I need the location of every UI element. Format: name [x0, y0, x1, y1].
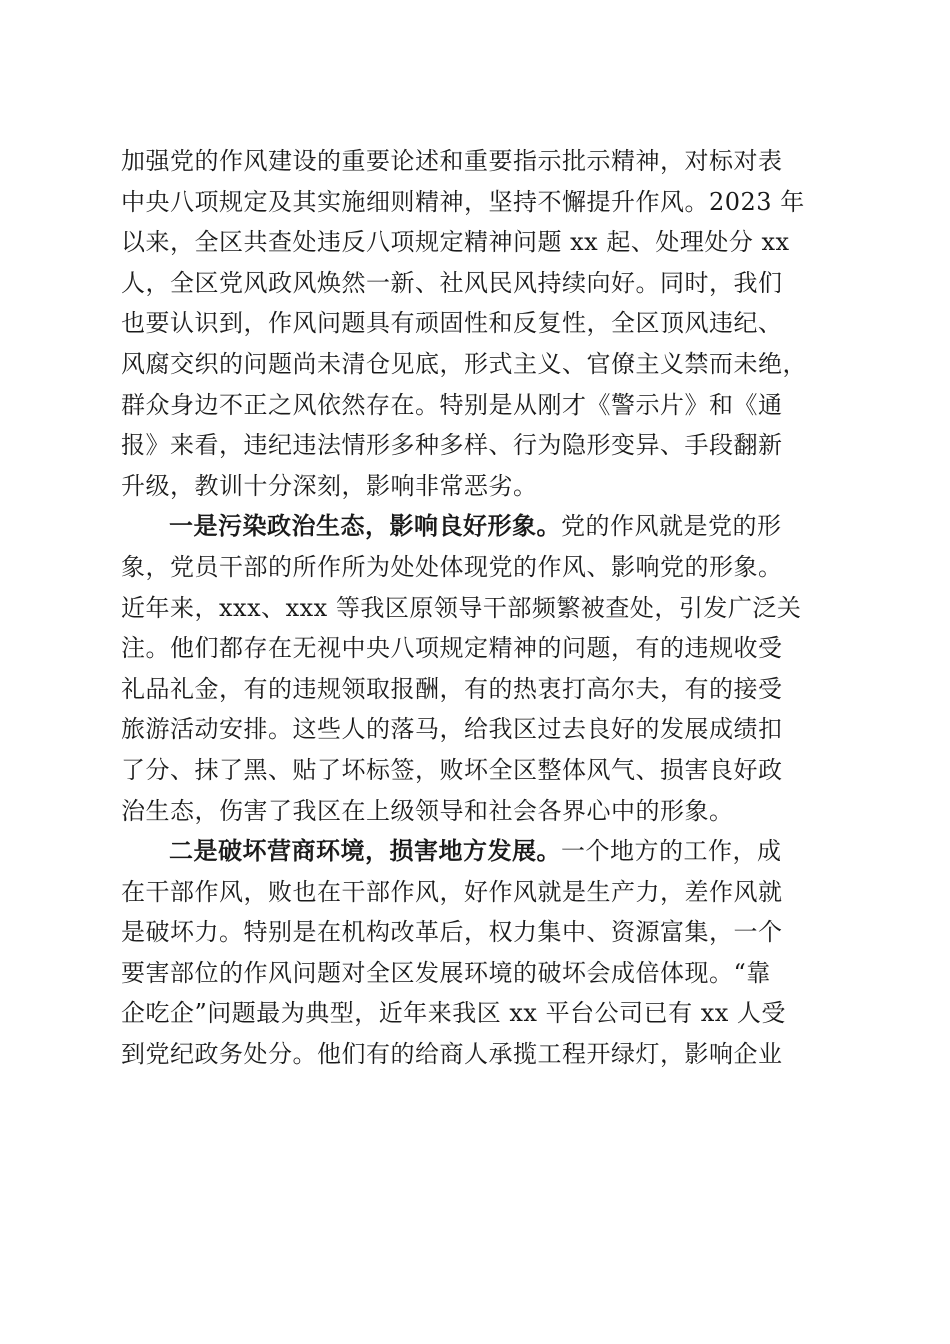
paragraph-3 [121, 831, 833, 1075]
text-line: 中央八项规定及其实施细则精神，坚持不懈提升作风。2023 年 [121, 187, 805, 216]
text-line: 人，全区党风政风焕然一新、社风民风持续向好。同时，我们 [121, 268, 783, 297]
text-line: 象，党员干部的所作所为处处体现党的作风、影响党的形象。 [121, 552, 783, 581]
text-line: 到党纪政务处分。他们有的给商人承揽工程开绿灯，影响企业 [121, 1040, 783, 1069]
text-line: 以来，全区共查处违反八项规定精神问题 xx 起、处理处分 xx [121, 228, 790, 257]
text-line: 企吃企”问题最为典型，近年来我区 xx 平台公司已有 xx 人受 [121, 999, 786, 1028]
text-line: 旅游活动安排。这些人的落马，给我区过去良好的发展成绩扣 [121, 715, 783, 744]
text-line: 升级，教训十分深刻，影响非常恶劣。 [121, 471, 538, 500]
paragraph-1 [121, 141, 833, 506]
paragraph-first-line [121, 506, 833, 547]
section-lead-heading: 二是破坏营商环境，损害地方发展。 [169, 836, 561, 866]
section-lead-heading: 一是污染政治生态，影响良好形象。 [169, 511, 561, 541]
text-line: 报》来看，违纪违法情形多种多样、行为隐形变异、手段翻新 [121, 431, 783, 460]
text-line: 近年来，xxx、xxx 等我区原领导干部频繁被查处，引发广泛关 [121, 593, 802, 622]
text-run: 一个地方的工作，成 [561, 837, 782, 866]
text-line: 了分、抹了黑、贴了坏标签，败坏全区整体风气、损害良好政 [121, 755, 783, 784]
text-line: 治生态，伤害了我区在上级领导和社会各界心中的形象。 [121, 796, 734, 825]
body-text [121, 141, 833, 1075]
text-line: 风腐交织的问题尚未清仓见底，形式主义、官僚主义禁而未绝， [121, 349, 807, 378]
text-line: 要害部位的作风问题对全区发展环境的破坏会成倍体现。“靠 [121, 958, 771, 987]
paragraph-2 [121, 506, 833, 831]
paragraph-first-line [121, 831, 833, 872]
text-line: 在干部作风，败也在干部作风，好作风就是生产力，差作风就 [121, 877, 783, 906]
text-line: 是破坏力。特别是在机构改革后，权力集中、资源富集，一个 [121, 918, 783, 947]
text-line: 加强党的作风建设的重要论述和重要指示批示精神，对标对表 [121, 147, 783, 175]
text-line: 群众身边不正之风依然存在。特别是从刚才《警示片》和《通 [121, 390, 783, 419]
text-run: 党的作风就是党的形 [561, 512, 782, 541]
text-line: 注。他们都存在无视中央八项规定精神的问题，有的违规收受 [121, 634, 783, 663]
text-line: 也要认识到，作风问题具有顽固性和反复性，全区顶风违纪、 [121, 309, 783, 338]
text-line: 礼品礼金，有的违规领取报酬，有的热衷打高尔夫，有的接受 [121, 674, 783, 703]
